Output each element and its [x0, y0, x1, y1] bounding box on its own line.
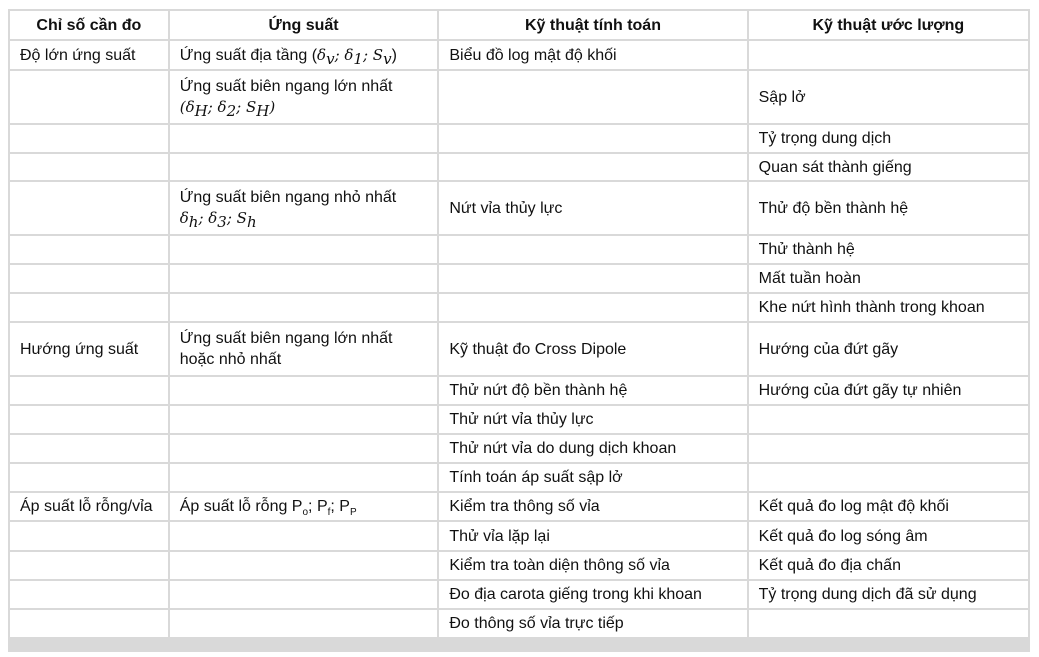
table-cell: [10, 154, 168, 180]
table-cell: Biểu đồ log mật độ khối: [439, 41, 746, 69]
header-row: [10, 11, 1028, 39]
table-cell: [10, 182, 168, 234]
table-cell: Thử nứt vỉa thủy lực: [439, 406, 746, 433]
table-cell: [170, 406, 438, 433]
table-cell: [170, 125, 438, 152]
table-cell: Hướng của đứt gãy tự nhiên: [749, 377, 1028, 404]
table-cell: Đo địa carota giếng trong khi khoan: [439, 581, 746, 608]
table-row: [10, 610, 1028, 637]
table-cell: [749, 41, 1028, 69]
stress-direction-text: Ứng suất biên ngang lớn nhất hoặc nhỏ nhất: [179, 330, 393, 368]
table-cell: [749, 464, 1028, 491]
table-row: [10, 125, 1028, 152]
table-row: [10, 182, 1028, 234]
table-cell: [439, 71, 746, 123]
table-row: [10, 265, 1028, 292]
table-cell: [10, 406, 168, 433]
table-cell: [10, 125, 168, 152]
table-cell: [170, 154, 438, 180]
header-cell: Chỉ số cần đo: [10, 11, 168, 39]
table-cell: Kiểm tra toàn diện thông số vỉa: [439, 552, 746, 579]
table-cell: Thử nứt vỉa do dung dịch khoan: [439, 435, 746, 462]
table-cell: [10, 522, 168, 550]
table-cell: [170, 265, 438, 292]
table-cell: [10, 610, 168, 637]
table-cell-pore-pressure: Áp suất lỗ rỗng $P_o$; $P_f$; $P_P$: [170, 493, 438, 520]
table-cell: [10, 377, 168, 404]
table-cell: Độ lớn ứng suất: [10, 41, 168, 69]
table-cell: [170, 323, 438, 375]
table-row: [10, 581, 1028, 608]
table-cell: Đo thông số vỉa trực tiếp: [439, 610, 746, 637]
table-cell: [170, 435, 438, 462]
table-cell: [439, 125, 746, 152]
table-cell: Áp suất lỗ rỗng/vỉa: [10, 493, 168, 520]
table-cell: [170, 294, 438, 321]
table-row: [10, 552, 1028, 579]
table-cell: [10, 435, 168, 462]
table-cell: [439, 236, 746, 263]
table-cell: [439, 154, 746, 180]
table-cell: [749, 610, 1028, 637]
table-cell: [439, 294, 746, 321]
table-cell: Nứt vỉa thủy lực: [439, 182, 746, 234]
table-cell: [10, 464, 168, 491]
table-cell: [10, 552, 168, 579]
table-cell: Thử thành hệ: [749, 236, 1028, 263]
table-row: [10, 464, 1028, 491]
table-cell: [170, 464, 438, 491]
table-cell: Kỹ thuật đo Cross Dipole: [439, 323, 746, 375]
table-cell-stress-hmin: Ứng suất biên ngang nhỏ nhất $\delta_h$; $\delta_3$; $S_h$: [170, 182, 438, 234]
table-cell: [10, 71, 168, 123]
table-cell: Mất tuần hoàn: [749, 265, 1028, 292]
table-cell: Sập lở: [749, 71, 1028, 123]
table-cell: Tỷ trọng dung dịch đã sử dụng: [749, 581, 1028, 608]
table-cell: Khe nứt hình thành trong khoan: [749, 294, 1028, 321]
table-row: [10, 493, 1028, 520]
table-cell: [749, 406, 1028, 433]
table-cell: [170, 522, 438, 550]
table-cell: Quan sát thành giếng: [749, 154, 1028, 180]
table-cell: Thử vỉa lặp lại: [439, 522, 746, 550]
table-row: [10, 294, 1028, 321]
table-cell: [10, 236, 168, 263]
table-row: [10, 41, 1028, 69]
table-cell: Kết quả đo log sóng âm: [749, 522, 1028, 550]
table-cell: Kiểm tra thông số vỉa: [439, 493, 746, 520]
table-row: [10, 71, 1028, 123]
table-container: [8, 9, 1030, 652]
table-cell: Thử độ bền thành hệ: [749, 182, 1028, 234]
table-cell: [170, 581, 438, 608]
table-row: [10, 377, 1028, 404]
header-cell: Kỹ thuật ước lượng: [749, 11, 1028, 39]
table-row: [10, 406, 1028, 433]
table-cell: [10, 294, 168, 321]
table-cell: Hướng của đứt gãy: [749, 323, 1028, 375]
table-cell: [749, 435, 1028, 462]
table-row: [10, 236, 1028, 263]
table-cell: Tính toán áp suất sập lở: [439, 464, 746, 491]
table-cell: [439, 265, 746, 292]
table-cell: [10, 265, 168, 292]
table-cell: [170, 377, 438, 404]
header-cell: Kỹ thuật tính toán: [439, 11, 746, 39]
table-row: [10, 323, 1028, 375]
table-row: [10, 154, 1028, 180]
table-cell: [170, 610, 438, 637]
table-cell: [170, 552, 438, 579]
table-cell-stress-vertical: Ứng suất địa tầng ($\delta_v$; $\delta_1$; $S_v$): [170, 41, 438, 69]
table-cell: [170, 236, 438, 263]
table-cell: Tỷ trọng dung dịch: [749, 125, 1028, 152]
table-cell: Kết quả đo địa chấn: [749, 552, 1028, 579]
table-cell: Thử nứt độ bền thành hệ: [439, 377, 746, 404]
table-cell: [10, 581, 168, 608]
header-cell: Ứng suất: [170, 11, 438, 39]
stress-table: [8, 9, 1030, 639]
table-row: [10, 435, 1028, 462]
table-cell: Hướng ứng suất: [10, 323, 168, 375]
table-cell-stress-hmax: Ứng suất biên ngang lớn nhất ($\delta_H$; $\delta_2$; $S_H$): [170, 71, 438, 123]
table-row: [10, 522, 1028, 550]
table-cell: Kết quả đo log mật độ khối: [749, 493, 1028, 520]
